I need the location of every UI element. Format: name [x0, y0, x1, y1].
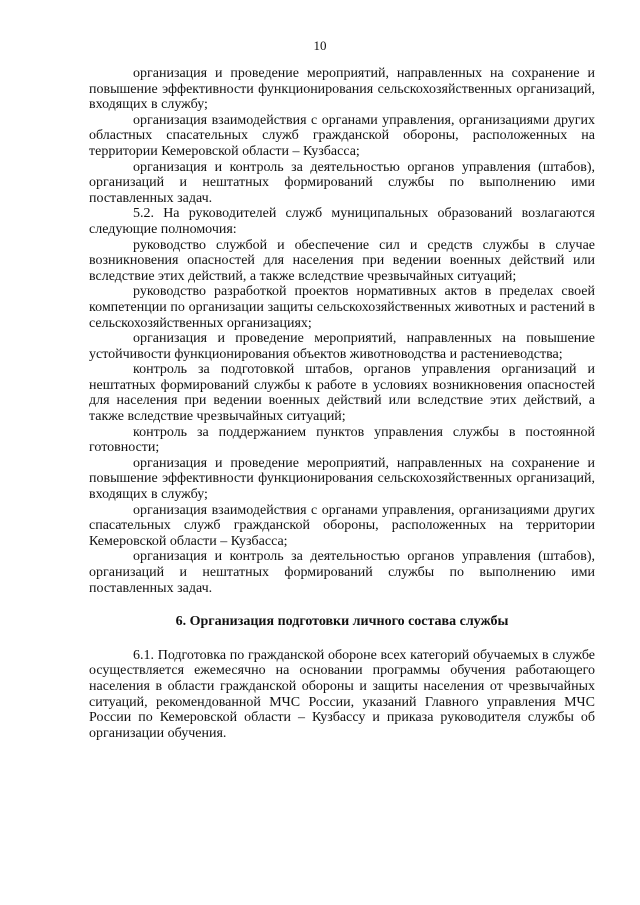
paragraph: организация и проведение мероприятий, направленных на сохранение и повышение эффективности функционирования сельскохозяйственных организаций, входящих в службу; [89, 455, 595, 503]
paragraph: организация взаимодействия с органами управления, организациями других областных спасательных служб гражданской обороны, расположенных на территории Кемеровской области – Кузбасса; [89, 112, 595, 159]
paragraph-clause-5-2: 5.2. На руководителей служб муниципальных образований возлагаются следующие полномочия: [89, 206, 595, 237]
paragraph: организация и проведение мероприятий, направленных на сохранение и повышение эффективности функционирования сельскохозяйственных организаций, входящих в службу; [89, 66, 595, 113]
section-heading: 6. Организация подготовки личного состава службы [175, 614, 509, 630]
paragraph: руководство службой и обеспечение сил и средств службы в случае возникновения опасностей для населения при ведении военных действий или вследствие этих действий, а также вследствие чрезвычайных ситуаций; [89, 237, 595, 284]
document-body [89, 66, 595, 741]
paragraph: организация и контроль за деятельностью органов управления (штабов), организаций и нештатных формирований службы по выполнению ими поставленных задач. [89, 549, 595, 596]
paragraph: организация и проведение мероприятий, направленных на повышение устойчивости функционирования объектов животноводства и растениеводства; [89, 331, 595, 362]
paragraph: организация взаимодействия с органами управления, организациями других спасательных служб гражданской обороны, расположенных на территории Кемеровской области – Кузбасса; [89, 502, 595, 549]
page-number: 10 [313, 38, 327, 53]
paragraph: руководство разработкой проектов нормативных актов в пределах своей компетенции по организации защиты сельскохозяйственных животных и растений в сельскохозяйственных организациях; [89, 284, 595, 331]
paragraph: организация и контроль за деятельностью органов управления (штабов), организаций и нештатных формирований службы по выполнению ими поставленных задач. [89, 159, 595, 206]
paragraph: контроль за подготовкой штабов, органов управления организаций и нештатных формирований службы к работе в условиях возникновения опасностей для населения при ведении военных действий или вследствие этих действий, а также вследствие чрезвычайных ситуаций; [89, 362, 595, 425]
paragraph-clause-6-1: 6.1. Подготовка по гражданской обороне всех категорий обучаемых в службе осуществляется ежемесячно на основании программы обучения работающего населения в области гражданской обороны и защиты населения от чрезвычайных ситуаций, рекомендованной МЧС России, указаний Главного управления МЧС России по Кемеровской области – Кузбассу и приказа руководителя службы об организации обучения. [89, 647, 595, 741]
paragraph: контроль за поддержанием пунктов управления службы в постоянной готовности; [89, 424, 595, 456]
